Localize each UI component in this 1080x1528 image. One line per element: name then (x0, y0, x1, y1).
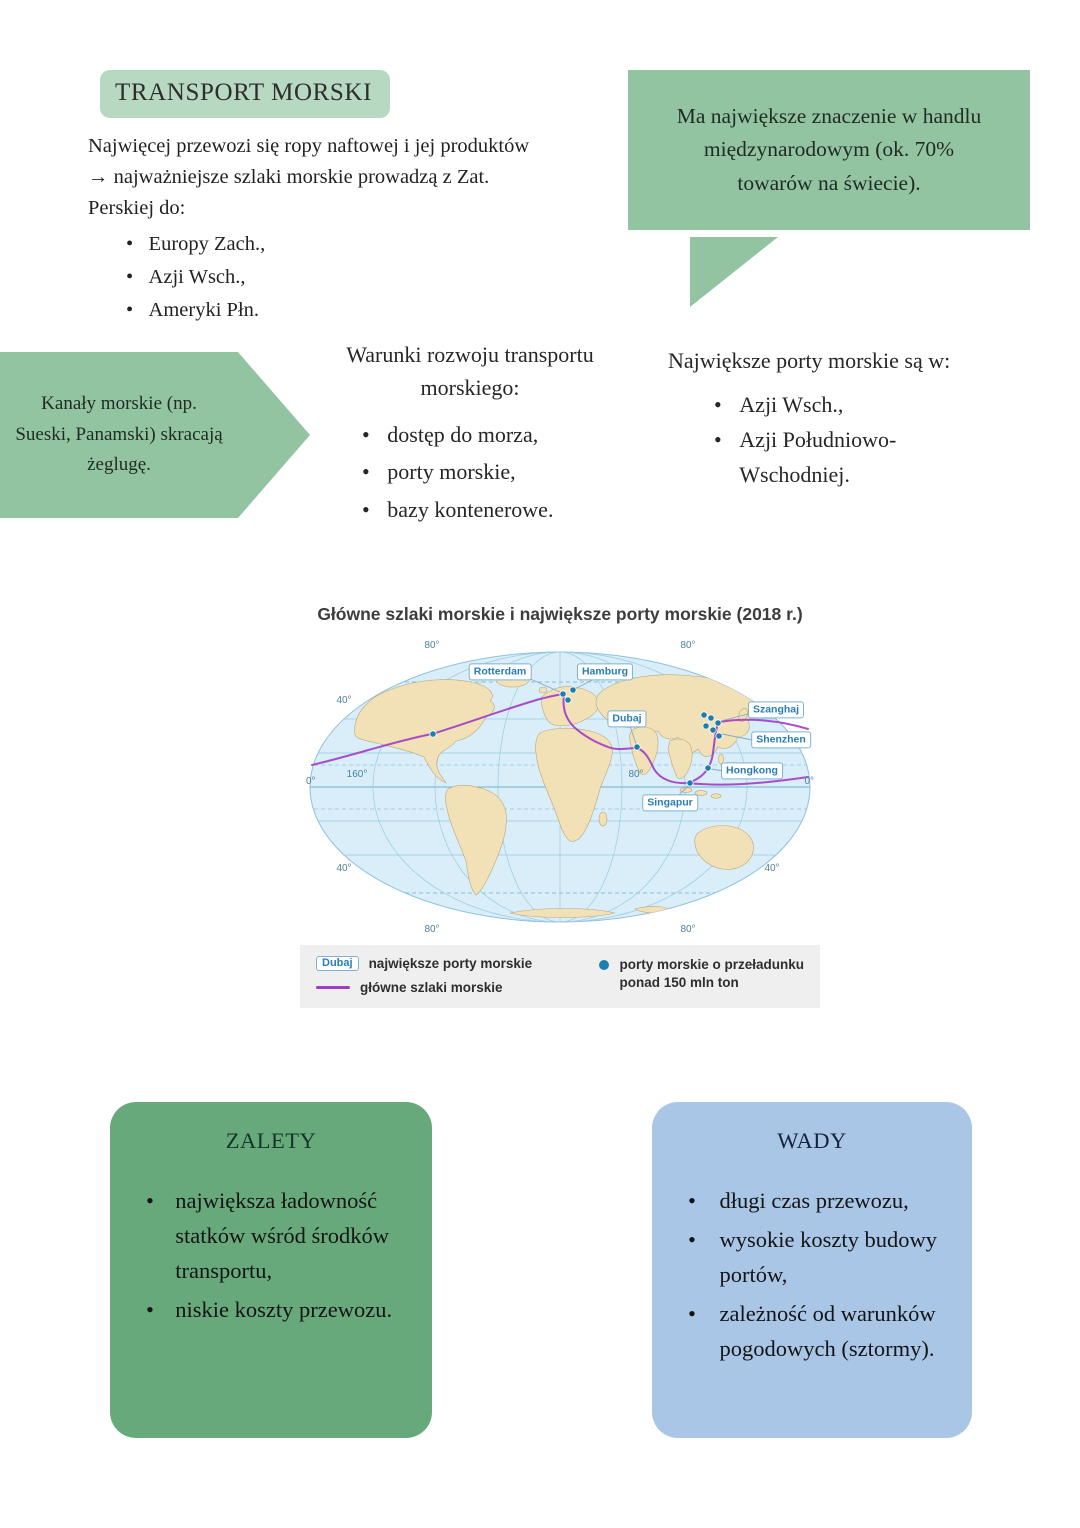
route-line-swatch (316, 986, 350, 989)
bubble-tail (690, 237, 778, 307)
list-item: • Azji Wsch., (126, 261, 640, 294)
legend-dot-ports-line1: porty morskie o przeładunku (619, 957, 804, 972)
conditions-title: Warunki rozwoju transportu morskiego: (346, 342, 594, 400)
port-label-singapur: Singapur (642, 794, 698, 811)
intro-line: Perskiej do: (88, 197, 186, 220)
intro-line: Najwięcej przewozi się ropy naftowej i jej produktów (88, 135, 530, 157)
intro-line: → najważniejsze szlaki morskie prowadzą z Zat. (88, 166, 490, 189)
list-item: • porty morskie, (362, 453, 608, 490)
largest-ports-title: Największe porty morskie są w: (668, 348, 951, 373)
importance-bubble (628, 70, 1030, 230)
advantages-box (110, 1102, 432, 1438)
list-item: • Azji Południowo-Wschodniej. (714, 422, 968, 492)
conditions-list (332, 416, 608, 528)
conditions-section (332, 338, 608, 528)
legend-routes-label: główne szlaki morskie (360, 980, 503, 995)
list-item: • Ameryki Płn. (126, 294, 640, 327)
legend-largest-ports-label: największe porty morskie (368, 956, 533, 971)
canal-note-text: Kanały morskie (np. Sueski, Panamski) skracają żeglugę. (0, 352, 238, 518)
port-label-hongkong: Hongkong (721, 762, 783, 779)
grid-label: 80° (424, 924, 440, 935)
grid-label: 40° (336, 695, 352, 706)
legend-dot-ports-line2: ponad 150 mln ton (619, 974, 739, 990)
disadvantages-title: WADY (777, 1128, 847, 1153)
arrow-point (238, 352, 310, 518)
intro-paragraph (88, 131, 640, 327)
disadvantages-list (680, 1184, 944, 1366)
port-label-szanghaj: Szanghaj (748, 701, 804, 718)
world-map (300, 637, 820, 937)
map-section (280, 604, 840, 1008)
list-item: • długi czas przewozu, (688, 1184, 944, 1219)
map-legend (300, 945, 820, 1008)
page-title: TRANSPORT MORSKI (100, 70, 390, 118)
port-dot-swatch (599, 960, 609, 970)
list-item: • dostęp do morza, (362, 416, 608, 453)
grid-label: 160° (346, 769, 368, 780)
port-label-hamburg: Hamburg (577, 663, 633, 680)
grid-label: 0° (306, 776, 316, 787)
grid-label: 80° (628, 769, 644, 780)
grid-label: 0° (804, 776, 814, 787)
disadvantages-box (652, 1102, 972, 1438)
map-title: Główne szlaki morskie i największe porty morskie (2018 r.) (317, 604, 803, 624)
importance-bubble-text: Ma największe znaczenie w handlu międzynarodowym (ok. 70% towarów na świecie). (676, 104, 982, 195)
largest-ports-section (668, 344, 1036, 493)
list-item: • niskie koszty przewozu. (146, 1293, 404, 1328)
port-label-rotterdam: Rotterdam (469, 663, 532, 680)
world-map-svg (300, 637, 820, 937)
list-item: • zależność od warunków pogodowych (sztormy). (688, 1297, 944, 1367)
largest-ports-list (668, 387, 968, 493)
grid-label: 80° (680, 640, 696, 651)
list-item: • Europy Zach., (126, 228, 640, 261)
port-label-dubaj: Dubaj (607, 710, 646, 727)
list-item: • Azji Wsch., (714, 387, 968, 422)
port-label-shenzhen: Shenzhen (751, 731, 811, 748)
list-item: • wysokie koszty budowy portów, (688, 1223, 944, 1293)
list-item: • największa ładowność statków wśród środków transportu, (146, 1184, 404, 1289)
grid-label: 80° (680, 924, 696, 935)
grid-label: 40° (336, 863, 352, 874)
advantages-list (138, 1184, 404, 1328)
canal-note (0, 352, 310, 518)
legend-port-box: Dubaj (316, 956, 359, 971)
grid-label: 40° (764, 863, 780, 874)
list-item: • bazy kontenerowe. (362, 491, 608, 528)
destinations-list (88, 228, 640, 326)
advantages-title: ZALETY (225, 1128, 317, 1153)
grid-label: 80° (424, 640, 440, 651)
